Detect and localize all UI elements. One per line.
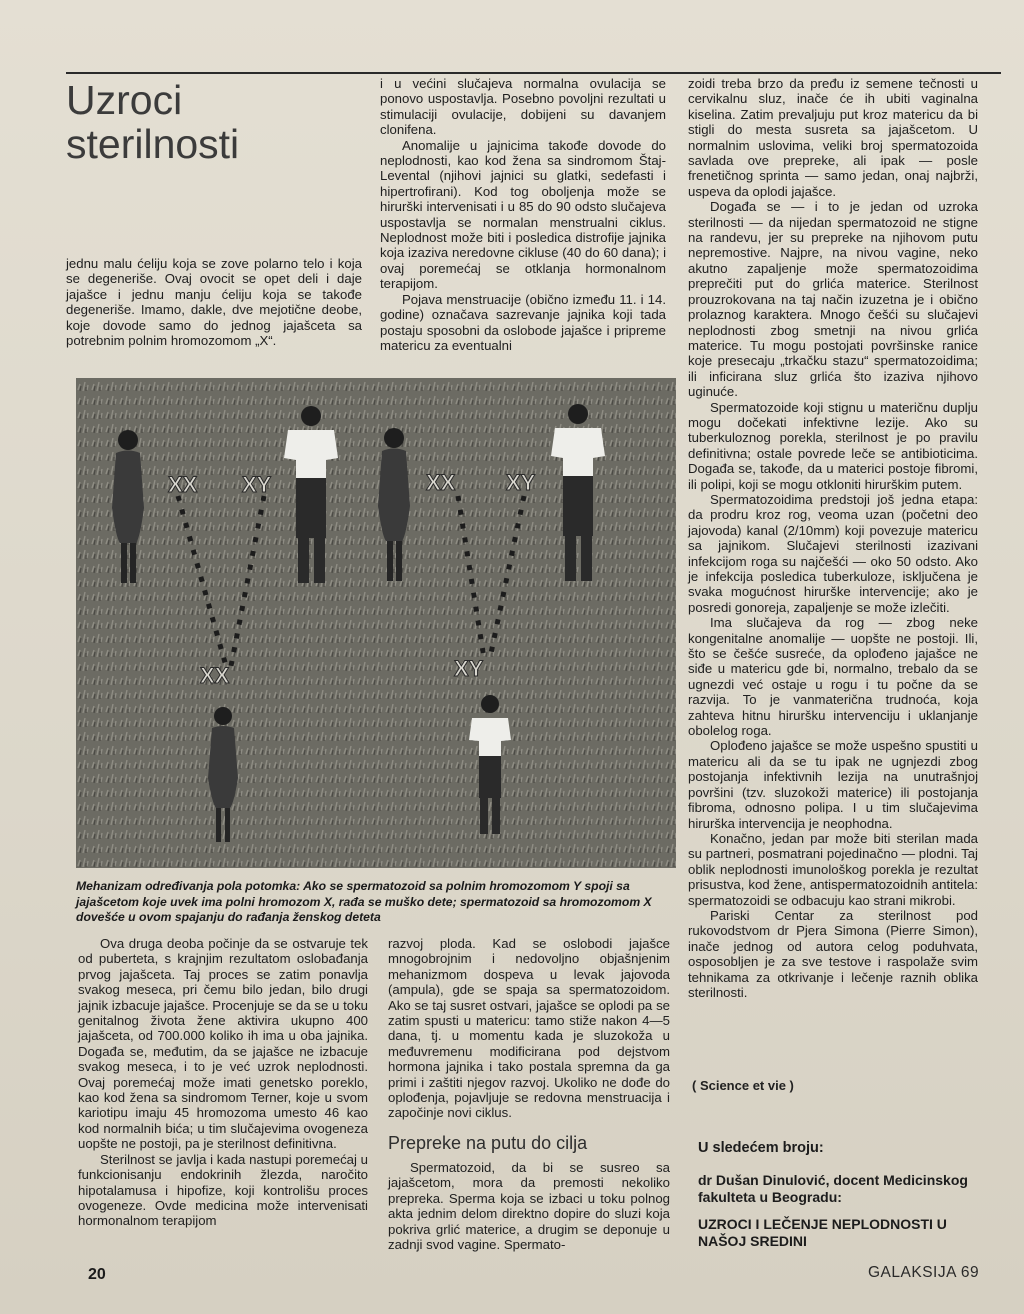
section-subheading: Prepreke na putu do cilja	[388, 1133, 588, 1153]
label-xx-mother-left: XX	[168, 472, 198, 497]
illustration-svg	[76, 378, 676, 868]
label-xx-mother-right: XX	[426, 470, 456, 495]
lower-left-paragraph: Sterilnost se javlja i kada nastupi poremećaj u funkcionisanju endokrinih žlezda, naročito hipotalamusa i hipofize, koji kontrolišu proces ovogeneze. Ovde medicina može intervenisati hormonalnom terapijom	[78, 1151, 368, 1229]
column-3-paragraph: Događa se — i to je jedan od uzroka sterilnosti — da nijedan spermatozoid ne stigne na randevu, jer su prepreke na njihovom putu nepremostive. Najpre, na nivou vagine, neko akutno zapaljenje može spermatozoidima preprečiti put do grlića materice. Sterilnost prouzrokovana na taj način izuzetna je i obično prolaznog karaktera. Mnogo češći su slučajevi neplodnosti zbog smetnji na nivou grlića materice. Tu mogu postojati površinske ranice koje presecaju „trkačku stazu“ spermatozoidima; ili inficirana sluz grlića što izaziva njihovo uginuće.	[688, 199, 978, 400]
column-lower-left	[78, 936, 368, 1229]
next-issue-author: dr Dušan Dinulović, docent Medicinskog fakulteta u Beogradu:	[698, 1172, 968, 1205]
column-3-paragraph: zoidi treba brzo da pređu iz semene tečnosti u cervikalnu sluz, inače će ih ubiti vaginalna kiselina. Zatim prevaljuju put kroz matericu da bi stigli do mesta susreta sa jajašcetom. U normalnim uslovima, veliki broj spermatozoida savlada ove prepreke, ali ipak — posle frenetičnog sprinta — samo jedan, onaj najbrži, uspeva da oplodi jajašce.	[688, 76, 978, 199]
lower-left-paragraph: Ova druga deoba počinje da se ostvaruje tek od puberteta, s krajnjim rezultatom oslobađanja prvog jajašceta. Taj proces se zatim ponavlja svakog meseca, pri čemu bilo jedan, bilo drugi jajnik izbacuje jajašce. Procenjuje se da se u toku genitalnog života žene aktivira ukupno 400 jajašceta, od 700.000 koliko ih ima u oba jajnika. Događa se, međutim, da se jajašce ne izbacuje svakog meseca, i to je već uzrok neplodnosti. Ovaj poremećaj može imati genetsko poreklo, kao kod žena sa sindromom Terner, koje u svom kariotipu imaju 45 hromozoma umesto 46 kao kod normalnih bića; u tim slučajevima ovogeneza uopšte ne postoji, pa je sterilnost definitivna.	[78, 936, 368, 1152]
column-3-paragraph: Oplođeno jajašce se može uspešno spustiti u matericu ali da se tu ipak ne ugnjezdi zbog postojanja infektivnih lezija na unutrašnjoj površini (tzv. sluzokoži materice) ili postojanja fibroma, odnosno polipa. I u tim slučajevima hirurška intervencija je neophodna.	[688, 738, 978, 831]
page-number-left: 20	[88, 1266, 106, 1283]
column-1-paragraph: jednu malu ćeliju koja se zove polarno telo i koja se degeneriše. Ovaj ovocit se opet deli i daje jajašce i jednu manju ćeliju koja se takođe degeneriše. Imamo, dakle, dve mejotične deobe, koje dovode samo do jednog jajašceta sa potrebnim polnim hromozomom „X“.	[66, 256, 362, 349]
column-2-paragraph: Anomalije u jajnicima takođe dovode do neplodnosti, kao kod žena sa sindromom Štaj-Levental (njihovi jajnici su glatki, sedefasti i hipertrofirani). Kod tog oboljenja može se hirurški intervenisati i u 85 do 90 odsto slučajeva uspostavlja se normalan menstrualni ciklus. Neplodnost može biti i posledica distrofije jajnika koja izaziva neredovne cikluse (40 do 60 dana); i ovaj poremećaj se otklanja hormonalnom terapijom.	[380, 137, 666, 292]
column-3-paragraph: Pariski Centar za sterilnost pod rukovodstvom dr Pjera Simona (Pierre Simon), inače jednog od autora celog poduhvata, osposobljen je za sve testove i raspolaže svim tehnikama za otkrivanje i lečenje raznih oblika sterilnosti.	[688, 907, 978, 1000]
column-lower-middle-2	[388, 1160, 670, 1252]
column-3-paragraph: Spermatozoidima predstoji još jedna etapa: da prodru kroz rog, veoma uzan (početni deo jajovoda) kanal (2/10mm) koji povezuje matericu sa jajnikom. Slučajevi sterilnosti izazivani infekcijom roga su najčešći — oko 50 odsto. Ako je infekcija posledica tuberkuloze, isključena je svaka mogućnost hirurške intervencije; ako je posredi gonoreja, zapaljenje se može izlečiti.	[688, 491, 978, 615]
column-2-paragraph: i u većini slučajeva normalna ovulacija se ponovo uspostavlja. Posebno povoljni rezultati u stimulaciji ovulacije, dobijeni su davanjem clonifena.	[380, 76, 666, 138]
top-rule	[66, 72, 1001, 74]
page-number-right: GALAKSIJA 69	[868, 1264, 980, 1281]
column-3-paragraph: Ima slučajeva da rog — zbog neke kongenitalne anomalije — uopšte ne postoji. Ili, što se češće susreće, da oplođeno jajašce ne siđe u matericu gde bi, normalno, trebalo da se ugnezdi već ostaje u rogu i tu počne da se razvija. To je vanmaterična trudnoća, koja zahteva hitnu hiruršku intervenciju i uklanjanje obolelog roga.	[688, 615, 978, 739]
label-xy-son: XY	[454, 656, 484, 681]
next-issue-label: U sledećem broju:	[698, 1140, 824, 1156]
column-2	[380, 76, 666, 353]
illustration-figure	[76, 378, 676, 868]
column-lower-middle	[388, 936, 670, 1121]
lower-middle-paragraph: razvoj ploda. Kad se oslobodi jajašce mnogobrojnim i nedovoljno objašnjenim mehanizmom dospeva u levak jajovoda (ampula), gde se spaja sa spermatozoidom. Ako se taj susret ostvari, jajašce se oplodi pa se zatim spusti u matericu: tamo stiže nakon 4—5 dana, tj. u momentu kada je sluzokoža u međuvremenu modificirana pod dejstvom hormona jajnika i tako postala spremna da ga primi i zaštiti njegov razvoj. Ukoliko ne dođe do oplođenja, pojavljuje se redovna menstruacija i započinje novi ciklus.	[388, 936, 670, 1121]
column-2-paragraph: Pojava menstruacije (obično između 11. i 14. godine) označava sazrevanje jajnika koji tada postaju sposobni da oslobode jajašce i pripreme matericu za eventualni	[380, 291, 666, 353]
column-3-paragraph: Konačno, jedan par može biti sterilan mada su partneri, posmatrani pojedinačno — plodni. Taj oblik neplodnosti imunološkog porekla je rezultat prisustva, kod žene, antispermatozoidnih antitela: spermatozoidi se odbacuju kao strani mikrobi.	[688, 830, 978, 908]
article-title: Uzroci sterilnosti	[66, 77, 240, 167]
label-xx-daughter: XX	[200, 663, 230, 688]
lower-middle-paragraph-2: Spermatozoid, da bi se susreo sa jajašcetom, mora da premosti nekoliko prepreka. Sperma koja se izbaci u toku polnog akta jednim delom direktno dopire do sluzi koja pokriva grlić materice, a drugim se deponuje u zadnji svod vagine. Spermato-	[388, 1160, 670, 1253]
next-issue-title: UZROCI I LEČENJE NEPLODNOSTI U NAŠOJ SREDINI	[698, 1216, 947, 1249]
source-credit: ( Science et vie )	[692, 1078, 794, 1093]
column-1	[66, 256, 362, 348]
label-xy-father-right: XY	[506, 470, 536, 495]
figure-caption: Mehanizam određivanja pola potomka: Ako se spermatozoid sa polnim hromozomom Y spoji sa jajašcetom koje uvek ima polni hromozom X, rađa se muško dete; spermatozoid sa hromozomom X dovešće u ovom spajanju do rađanja ženskog deteta	[76, 879, 652, 924]
column-3-paragraph: Spermatozoide koji stignu u materičnu duplju mogu dočekati infektivne lezije. Ako su tuberkuloznog porekla, sterilnost je po pravilu definitivna; ostale povrede leče se antibioticima. Događa se, takođe, da u materici postoje fibromi, ili polipi, koji se mogu otkloniti hirurškim putem.	[688, 399, 978, 492]
label-xy-father-left: XY	[242, 472, 272, 497]
column-3	[688, 76, 978, 1000]
